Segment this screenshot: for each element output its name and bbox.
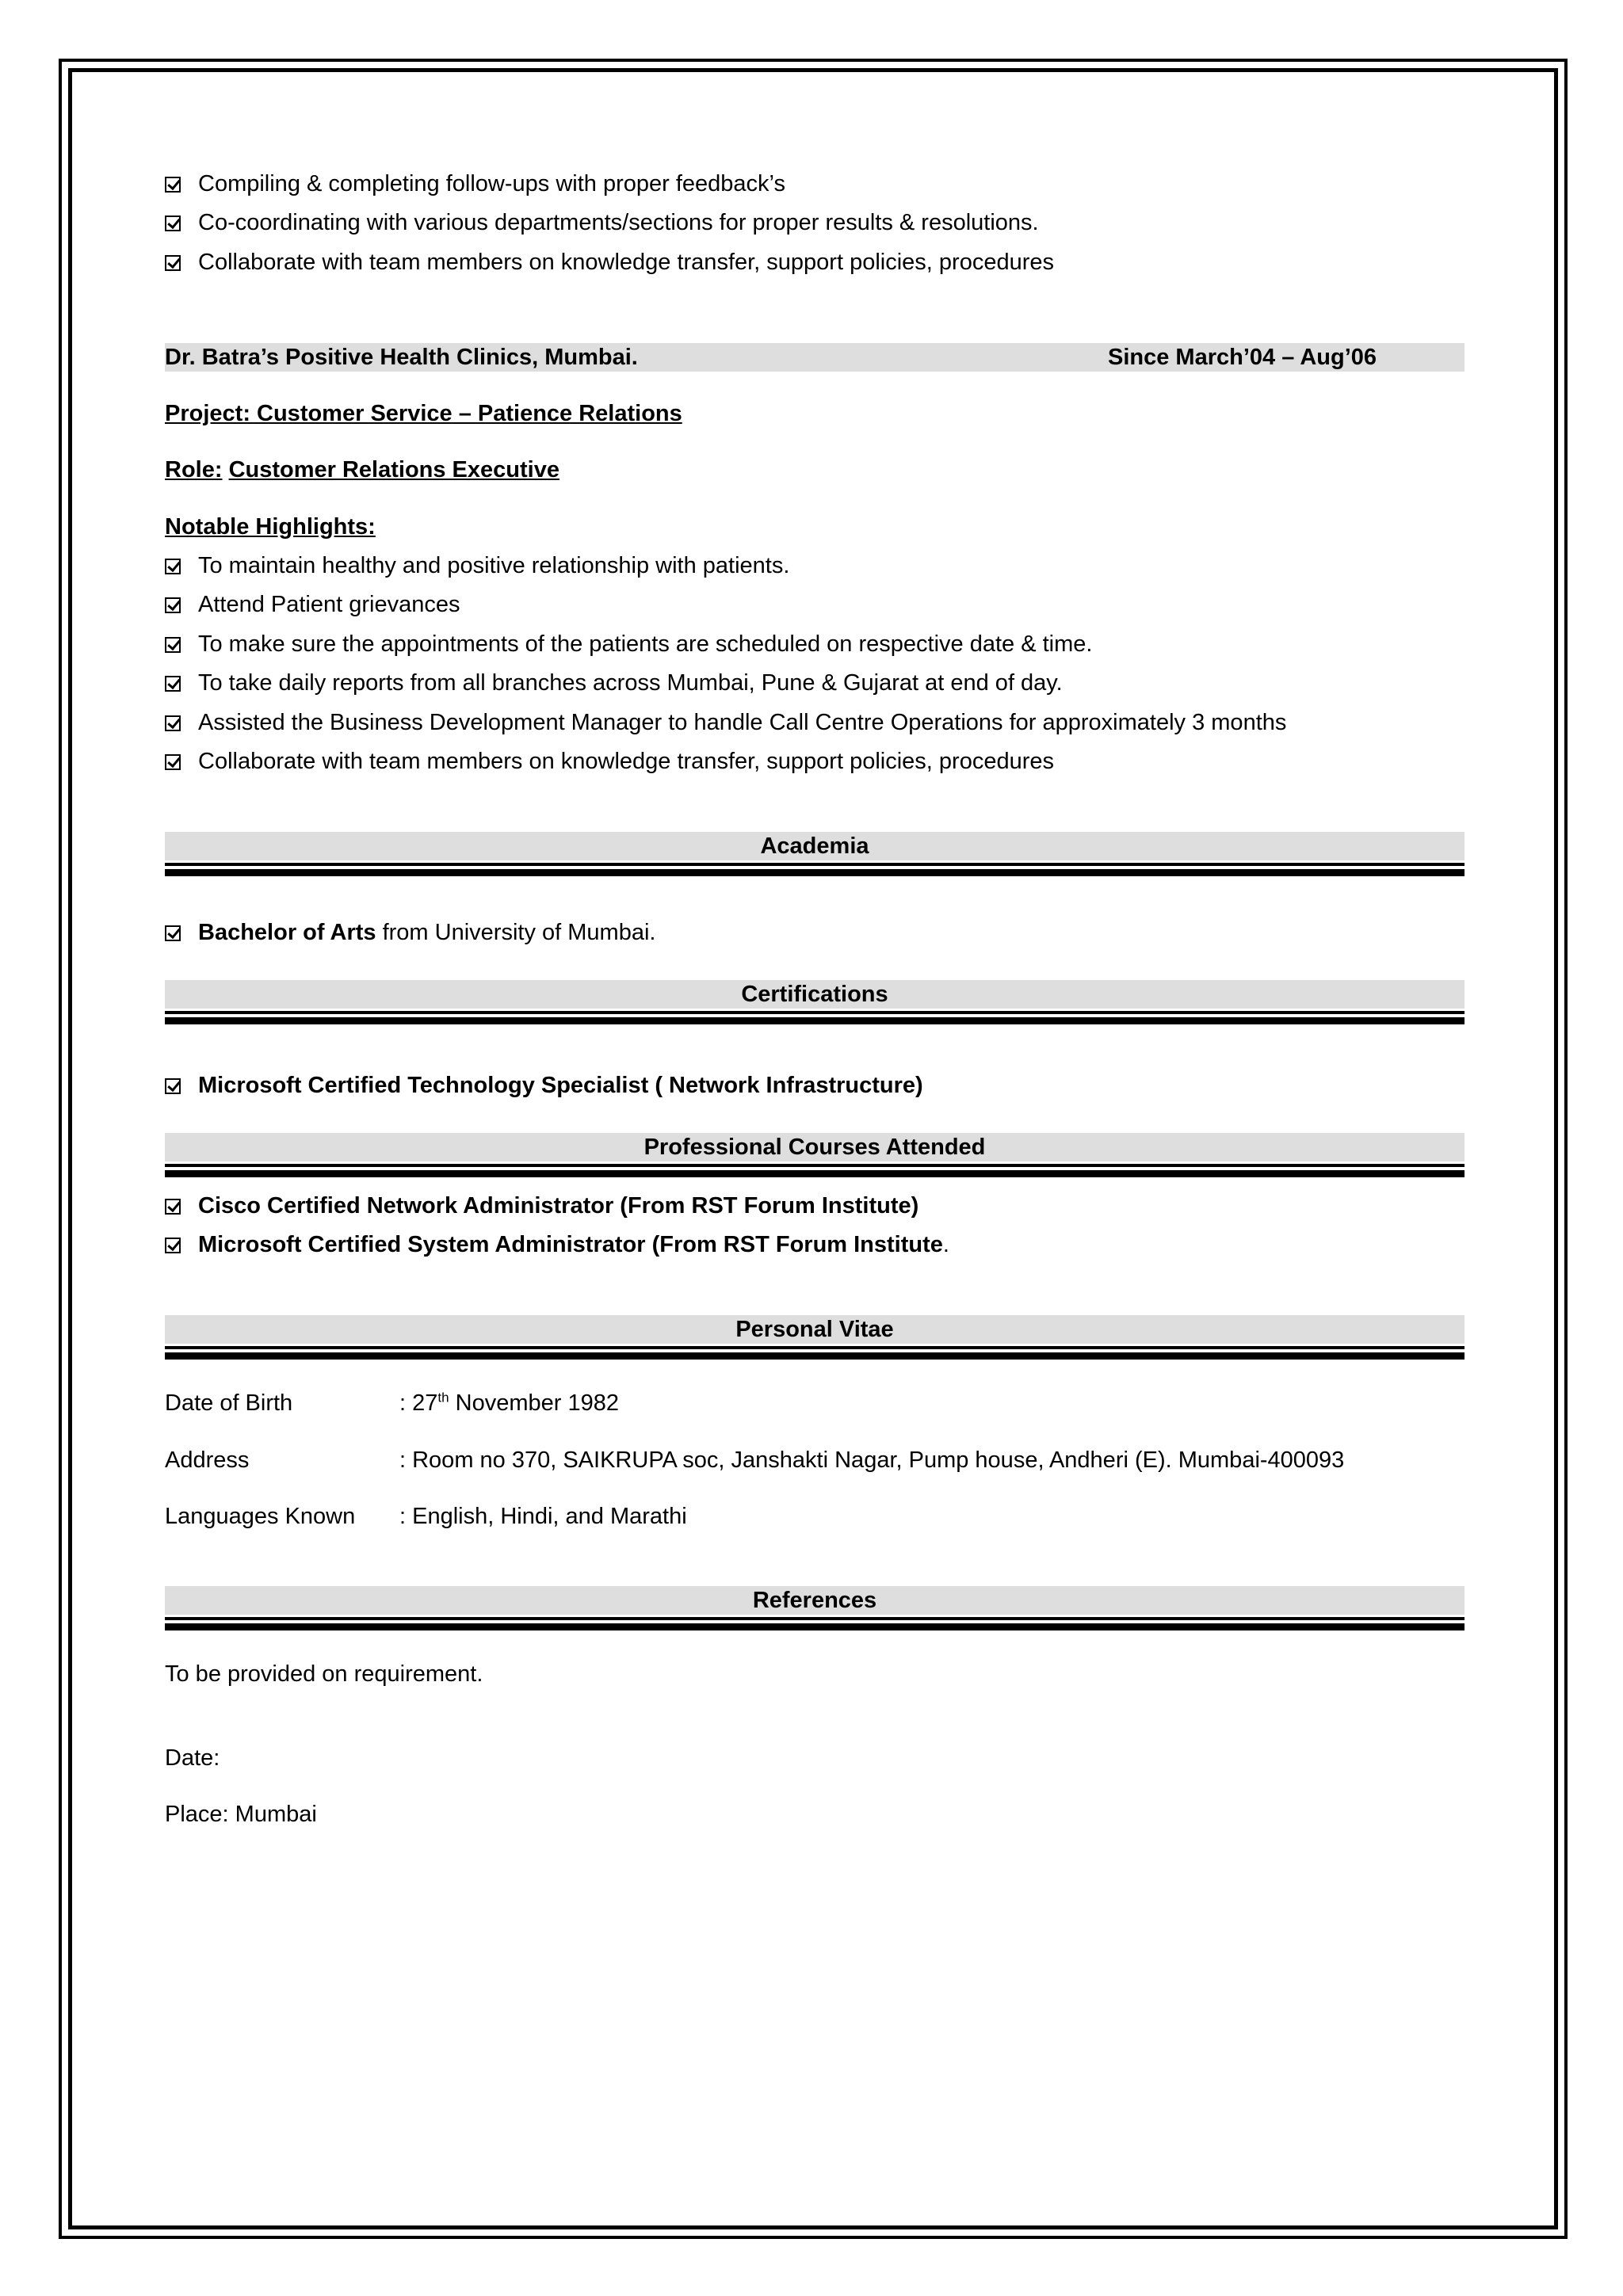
references-text: To be provided on requirement. — [165, 1661, 483, 1687]
date-line: Date: — [165, 1745, 220, 1771]
section-header-personal — [165, 1315, 1465, 1360]
checkbox-icon — [165, 676, 181, 692]
divider — [165, 869, 1465, 876]
address-label: Address — [165, 1447, 250, 1473]
list-item: Attend Patient grievances — [165, 589, 460, 620]
checkbox-icon — [165, 715, 181, 731]
languages-label: Languages Known — [165, 1504, 356, 1529]
list-item: Assisted the Business Development Manager to handle Call Centre Operations for approximately 3 months — [165, 707, 1286, 738]
list-item: To maintain healthy and positive relationship with patients. — [165, 550, 789, 582]
place-line: Place: Mumbai — [165, 1802, 317, 1827]
divider — [165, 1017, 1465, 1024]
section-title: Professional Courses Attended — [165, 1133, 1465, 1161]
divider — [165, 1011, 1465, 1014]
section-header-certifications — [165, 980, 1465, 1024]
employment-dates: Since March’04 – Aug’06 — [1108, 345, 1377, 370]
list-item: Microsoft Certified System Administrator (From RST Forum Institute. — [165, 1229, 949, 1261]
list-item: To take daily reports from all branches across Mumbai, Pune & Gujarat at end of day. — [165, 667, 1063, 699]
employer-header — [165, 343, 1465, 372]
checkbox-icon — [165, 215, 181, 231]
dob-value: : 27th November 1982 — [399, 1390, 619, 1416]
checkbox-icon — [165, 1199, 181, 1215]
checkbox-icon — [165, 754, 181, 770]
checkbox-icon — [165, 1078, 181, 1094]
project-title: Project: Customer Service – Patience Relations — [165, 401, 682, 426]
role-line: Role: Customer Relations Executive — [165, 457, 559, 482]
section-title: Personal Vitae — [165, 1315, 1465, 1344]
list-item: Compiling & completing follow-ups with proper feedback’s — [165, 168, 785, 200]
checkbox-icon — [165, 559, 181, 574]
checkbox-icon — [165, 177, 181, 193]
checkbox-icon — [165, 925, 181, 941]
list-item: To make sure the appointments of the patients are scheduled on respective date & time. — [165, 628, 1092, 660]
languages-value: : English, Hindi, and Marathi — [399, 1504, 687, 1529]
checkbox-icon — [165, 637, 181, 653]
list-item: Collaborate with team members on knowledge transfer, support policies, procedures — [165, 746, 1054, 777]
divider — [165, 1352, 1465, 1360]
divider — [165, 863, 1465, 866]
section-title: Certifications — [165, 980, 1465, 1009]
section-header-courses — [165, 1133, 1465, 1177]
divider — [165, 1623, 1465, 1630]
employer-name: Dr. Batra’s Positive Health Clinics, Mumbai. — [165, 345, 638, 370]
address-value: : Room no 370, SAIKRUPA soc, Janshakti Nagar, Pump house, Andheri (E). Mumbai-400093 — [399, 1447, 1345, 1473]
dob-label: Date of Birth — [165, 1390, 293, 1416]
highlights-title: Notable Highlights: — [165, 514, 376, 540]
section-title: Academia — [165, 832, 1465, 860]
divider — [165, 1617, 1465, 1620]
divider — [165, 1170, 1465, 1177]
list-item: Co-coordinating with various departments/sections for proper results & resolutions. — [165, 207, 1039, 238]
divider — [165, 1164, 1465, 1167]
list-item: Microsoft Certified Technology Specialist ( Network Infrastructure) — [165, 1070, 923, 1101]
checkbox-icon — [165, 1238, 181, 1253]
section-header-references — [165, 1586, 1465, 1630]
section-title: References — [165, 1586, 1465, 1615]
page-border-right-line — [1564, 59, 1568, 2239]
checkbox-icon — [165, 597, 181, 613]
divider — [165, 1346, 1465, 1349]
list-item: Bachelor of Arts from University of Mumbai. — [165, 917, 655, 948]
list-item: Collaborate with team members on knowledge transfer, support policies, procedures — [165, 246, 1054, 278]
list-item: Cisco Certified Network Administrator (From RST Forum Institute) — [165, 1190, 918, 1222]
section-header-academia — [165, 832, 1465, 876]
checkbox-icon — [165, 255, 181, 271]
